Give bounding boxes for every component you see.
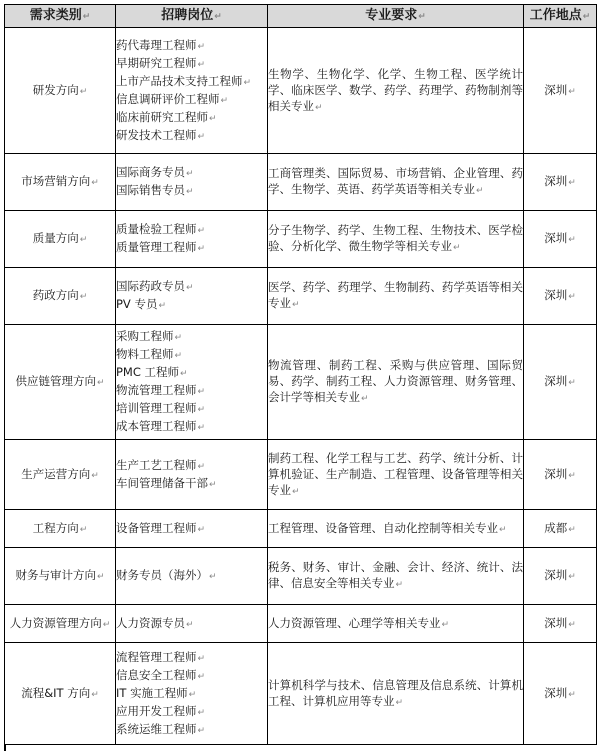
paragraph-mark-icon: ↵ xyxy=(568,178,576,188)
position-item: 信息调研评价工程师↵ xyxy=(116,91,229,106)
paragraph-mark-icon: ↵ xyxy=(102,619,111,630)
paragraph-mark-icon: ↵ xyxy=(197,131,206,142)
requirements-cell xyxy=(268,325,524,440)
paragraph-mark-icon: ↵ xyxy=(180,369,188,379)
position-item: 临床前研究工程师↵ xyxy=(116,109,217,124)
position-item: 人力资源专员↵ xyxy=(116,615,194,630)
positions-cell xyxy=(116,643,268,745)
paragraph-mark-icon: ↵ xyxy=(197,59,206,70)
category-cell xyxy=(5,605,116,643)
position-item: 质量检验工程师↵ xyxy=(116,222,206,236)
table-row xyxy=(5,211,597,268)
paragraph-mark-icon: ↵ xyxy=(186,187,194,197)
paragraph-mark-icon: ↵ xyxy=(395,697,404,708)
category-cell xyxy=(5,643,116,745)
category-cell xyxy=(5,440,116,510)
location-text: 深圳 xyxy=(544,174,568,188)
paragraph-mark-icon: ↵ xyxy=(209,572,217,582)
requirements-text: 物流管理、制药工程、采购与供应管理、国际贸易、药学、制药工程、人力资源管理、财务管理、会计学等相关专业 xyxy=(268,358,523,404)
requirements-cell xyxy=(268,211,524,268)
table-row xyxy=(5,510,597,548)
paragraph-mark-icon: ↵ xyxy=(79,235,88,245)
paragraph-mark-icon: ↵ xyxy=(174,333,183,343)
paragraph-mark-icon: ↵ xyxy=(91,689,99,700)
category-label: 人力资源管理方向 xyxy=(9,615,102,630)
paragraph-mark-icon: ↵ xyxy=(292,486,300,497)
location-text: 深圳 xyxy=(544,374,568,388)
paragraph-mark-icon: ↵ xyxy=(197,405,206,415)
requirements-cell xyxy=(268,643,524,745)
positions-cell xyxy=(116,548,268,605)
cursor-mark xyxy=(4,745,6,751)
category-label: 流程&IT 方向 xyxy=(21,685,91,700)
category-label: 药政方向 xyxy=(32,288,79,302)
paragraph-mark-icon: ↵ xyxy=(197,707,206,718)
table-row xyxy=(5,548,597,605)
paragraph-mark-icon: ↵ xyxy=(197,244,206,254)
paragraph-mark-icon: ↵ xyxy=(568,689,576,700)
paragraph-mark-icon: ↵ xyxy=(197,524,206,535)
positions-cell xyxy=(116,211,268,268)
location-cell xyxy=(524,211,597,268)
requirements-text: 税务、财务、审计、金融、会计、经济、统计、法律、信息安全等相关专业 xyxy=(268,560,523,590)
requirements-cell xyxy=(268,28,524,154)
location-text: 深圳 xyxy=(544,288,568,302)
paragraph-mark-icon: ↵ xyxy=(197,461,206,472)
location-cell xyxy=(524,548,597,605)
requirements-text: 制药工程、化学工程与工艺、药学、统计分析、计算机验证、生产制造、工程管理、设备管理等相关专业 xyxy=(268,450,523,497)
positions-cell xyxy=(116,440,268,510)
position-item: 流程管理工程师↵ xyxy=(116,649,206,664)
positions-cell xyxy=(116,154,268,211)
requirements-text: 工商管理类、国际贸易、市场营销、企业管理、药学、生物学、英语、药学英语等相关专业 xyxy=(268,166,523,196)
paragraph-mark-icon: ↵ xyxy=(453,243,461,253)
position-item: 物料工程师↵ xyxy=(116,347,183,361)
paragraph-mark-icon: ↵ xyxy=(197,387,206,397)
position-item: 信息安全工程师↵ xyxy=(116,667,206,682)
paragraph-mark-icon: ↵ xyxy=(315,102,323,113)
paragraph-mark-icon: ↵ xyxy=(568,86,576,97)
category-label: 工程方向 xyxy=(32,520,79,535)
paragraph-mark-icon: ↵ xyxy=(568,235,576,245)
paragraph-mark-icon: ↵ xyxy=(476,186,484,196)
table-row xyxy=(5,440,597,510)
paragraph-mark-icon: ↵ xyxy=(186,169,194,179)
category-cell xyxy=(5,548,116,605)
location-cell xyxy=(524,605,597,643)
requirements-cell xyxy=(268,510,524,548)
table-row xyxy=(5,605,597,643)
paragraph-mark-icon: ↵ xyxy=(91,470,99,481)
paragraph-mark-icon: ↵ xyxy=(197,41,206,52)
position-item: 成本管理工程师↵ xyxy=(116,419,206,433)
category-cell xyxy=(5,268,116,325)
paragraph-mark-icon: ↵ xyxy=(96,572,105,582)
category-label: 市场营销方向 xyxy=(21,174,91,188)
paragraph-mark-icon: ↵ xyxy=(499,524,507,535)
paragraph-mark-icon: ↵ xyxy=(197,671,206,682)
position-item: 系统运维工程师↵ xyxy=(116,721,206,736)
category-label: 财务与审计方向 xyxy=(15,568,96,582)
category-cell xyxy=(5,154,116,211)
requirements-text: 工程管理、设备管理、自动化控制等相关专业 xyxy=(268,520,498,535)
table-row xyxy=(5,28,597,154)
requirements-text: 医学、药学、药理学、生物制药、药学英语等相关专业 xyxy=(268,280,523,310)
position-item: 生产工艺工程师↵ xyxy=(116,457,206,472)
header-category: 需求类别↵ xyxy=(5,5,116,28)
positions-cell xyxy=(116,510,268,548)
paragraph-mark-icon: ↵ xyxy=(568,378,576,388)
location-text: 深圳 xyxy=(544,82,568,97)
location-text: 深圳 xyxy=(544,615,568,630)
paragraph-mark-icon: ↵ xyxy=(158,301,167,311)
paragraph-mark-icon: ↵ xyxy=(292,300,300,310)
paragraph-mark-icon: ↵ xyxy=(186,283,194,293)
paragraph-mark-icon: ↵ xyxy=(209,479,217,490)
paragraph-mark-icon: ↵ xyxy=(209,113,217,124)
positions-cell xyxy=(116,28,268,154)
paragraph-mark-icon: ↵ xyxy=(220,95,229,106)
paragraph-mark-icon: ↵ xyxy=(96,378,105,388)
location-cell xyxy=(524,268,597,325)
positions-cell xyxy=(116,268,268,325)
paragraph-mark-icon: ↵ xyxy=(79,86,88,97)
location-cell xyxy=(524,154,597,211)
table-row xyxy=(5,643,597,745)
paragraph-mark-icon: ↵ xyxy=(197,653,206,664)
paragraph-mark-icon: ↵ xyxy=(91,178,99,188)
paragraph-mark-icon: ↵ xyxy=(441,619,450,630)
recruitment-table xyxy=(4,4,597,745)
paragraph-mark-icon: ↵ xyxy=(243,77,252,88)
paragraph-mark-icon: ↵ xyxy=(197,226,206,236)
paragraph-mark-icon: ↵ xyxy=(188,689,197,700)
category-label: 生产运营方向 xyxy=(21,466,91,481)
category-cell xyxy=(5,510,116,548)
requirements-cell xyxy=(268,548,524,605)
location-cell xyxy=(524,440,597,510)
paragraph-mark-icon: ↵ xyxy=(568,619,576,630)
requirements-text: 生物学、生物化学、化学、生物工程、医学统计学、临床医学、数学、药学、药理学、药物制剂等相关专业 xyxy=(268,66,523,113)
position-item: 设备管理工程师↵ xyxy=(116,520,206,535)
table-row xyxy=(5,325,597,440)
paragraph-mark-icon: ↵ xyxy=(197,725,206,736)
header-position: 招聘岗位↵ xyxy=(116,5,268,28)
paragraph-mark-icon: ↵ xyxy=(395,580,404,590)
category-cell xyxy=(5,325,116,440)
position-item: IT 实施工程师↵ xyxy=(116,685,197,700)
requirements-cell xyxy=(268,268,524,325)
paragraph-mark-icon: ↵ xyxy=(186,619,194,630)
category-cell xyxy=(5,28,116,154)
paragraph-mark-icon: ↵ xyxy=(197,423,206,433)
table-row xyxy=(5,268,597,325)
requirements-cell xyxy=(268,605,524,643)
category-label: 研发方向 xyxy=(32,82,79,97)
requirements-cell xyxy=(268,440,524,510)
position-item: PV 专员↵ xyxy=(116,297,167,311)
position-item: 药代毒理工程师↵ xyxy=(116,37,206,52)
position-item: 培训管理工程师↵ xyxy=(116,401,206,415)
paragraph-mark-icon: ↵ xyxy=(174,351,183,361)
category-label: 供应链管理方向 xyxy=(15,374,96,388)
position-item: 物流管理工程师↵ xyxy=(116,383,206,397)
table-body xyxy=(5,28,597,745)
location-cell xyxy=(524,643,597,745)
requirements-text: 人力资源管理、心理学等相关专业 xyxy=(268,615,441,630)
requirements-text: 分子生物学、药学、生物工程、生物技术、医学检验、分析化学、微生物学等相关专业 xyxy=(268,223,523,253)
paragraph-mark-icon: ↵ xyxy=(79,524,88,535)
paragraph-mark-icon: ↵ xyxy=(568,524,576,535)
header-requirements: 专业要求↵ xyxy=(268,5,524,28)
table-header-row xyxy=(5,5,597,28)
location-cell xyxy=(524,28,597,154)
table-row xyxy=(5,154,597,211)
requirements-text: 计算机科学与技术、信息管理及信息系统、计算机工程、计算机应用等专业 xyxy=(268,677,523,708)
paragraph-mark-icon: ↵ xyxy=(79,292,88,302)
position-item: 上市产品技术支持工程师↵ xyxy=(116,73,252,88)
requirements-cell xyxy=(268,154,524,211)
position-item: 国际商务专员↵ xyxy=(116,165,194,179)
location-cell xyxy=(524,325,597,440)
paragraph-mark-icon: ↵ xyxy=(568,470,576,481)
position-item: 车间管理储备干部↵ xyxy=(116,475,217,490)
position-item: 国际销售专员↵ xyxy=(116,183,194,197)
location-text: 深圳 xyxy=(544,685,568,700)
position-item: 国际药政专员↵ xyxy=(116,279,194,293)
positions-cell xyxy=(116,325,268,440)
position-item: 应用开发工程师↵ xyxy=(116,703,206,718)
position-item: 采购工程师↵ xyxy=(116,329,183,343)
category-label: 质量方向 xyxy=(32,231,79,245)
category-cell xyxy=(5,211,116,268)
location-text: 深圳 xyxy=(544,231,568,245)
positions-cell xyxy=(116,605,268,643)
position-item: PMC 工程师↵ xyxy=(116,365,188,379)
position-item: 质量管理工程师↵ xyxy=(116,240,206,254)
position-item: 早期研究工程师↵ xyxy=(116,55,206,70)
paragraph-mark-icon: ↵ xyxy=(568,572,576,582)
location-cell xyxy=(524,510,597,548)
position-item: 研发技术工程师↵ xyxy=(116,127,206,142)
location-text: 深圳 xyxy=(544,466,568,481)
header-location: 工作地点↵ xyxy=(524,5,597,28)
paragraph-mark-icon: ↵ xyxy=(568,292,576,302)
position-item: 财务专员（海外）↵ xyxy=(116,568,217,582)
location-text: 成都 xyxy=(544,520,568,535)
location-text: 深圳 xyxy=(544,568,568,582)
paragraph-mark-icon: ↵ xyxy=(361,394,369,404)
